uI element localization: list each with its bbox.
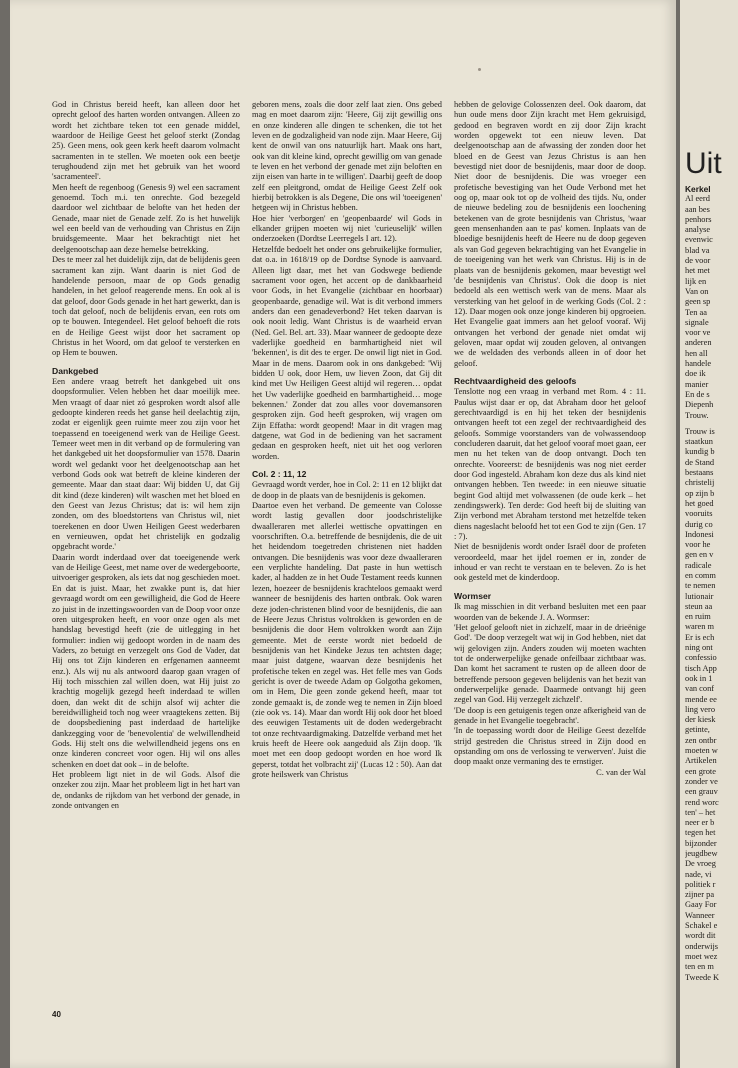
right-page-line: der kiesk xyxy=(685,715,716,725)
right-page-line: bijzonder xyxy=(685,838,717,848)
right-page-line: het met xyxy=(685,266,710,276)
right-page-line: voor he xyxy=(685,540,711,550)
right-page-line: Al eerd xyxy=(685,194,710,204)
right-page-line: geen sp xyxy=(685,297,711,307)
right-page-line: het goed xyxy=(685,498,714,508)
right-page-line: doe ik xyxy=(685,369,706,379)
right-page-line: kundig b xyxy=(685,447,715,457)
section-heading: Rechtvaardigheid des geloofs xyxy=(454,375,577,386)
right-page-line: en ruim xyxy=(685,612,711,622)
right-page-line: moet wez xyxy=(685,951,718,961)
right-page-subheading: Kerkel xyxy=(685,184,711,194)
right-page-line: getinte, xyxy=(685,725,710,735)
article-column-3 xyxy=(454,100,646,778)
right-page-line: zijner pa xyxy=(685,890,715,900)
right-page-line: tegen het xyxy=(685,828,716,838)
right-page-line: lijk en xyxy=(685,276,707,286)
right-page-line: wordt dit xyxy=(685,931,716,941)
page-number: 40 xyxy=(52,1010,61,1019)
right-page-line: ook in 1 xyxy=(685,673,713,683)
right-page-line: anderen xyxy=(685,338,712,348)
right-page-line: christelij xyxy=(685,478,715,488)
paragraph: Men heeft de regenboog (Genesis 9) wel een sacrament genoemd. Toch m.i. ten onrechte. God bezegeld daardoor wel zichtbaar de belofte van het heden der Genade, maar niet de Genade zelf. Zo is het huwelijk wel een beeld van de verhouding van Christus en Zijn bruidsgemeente. Maar het bekrachtigt niet het deelgenootschap aan deze hemelse betrekking. xyxy=(52,182,240,254)
right-page-line: Trouw is xyxy=(685,426,715,436)
paragraph: 'In de toepassing wordt door de Heilige Geest dezelfde strijd gestreden die Christus streed in Zijn dood en opstanding om ons de verlossing te verwerven'. Juist die doop maakt onze vermaning des te ernstiger. xyxy=(454,726,646,767)
right-page-line: evenwic xyxy=(685,235,713,245)
right-page-line: penhors xyxy=(685,214,712,224)
right-page-line: handele xyxy=(685,359,712,369)
section-heading: Wormser xyxy=(454,590,492,601)
right-page-line: aan bes xyxy=(685,204,710,214)
paragraph: Daarin wordt inderdaad over dat toeeigenende werk van de Heilige Geest, met name over de wedergeboorte, uitvoeriger gesproken, als iets dat nog geschieden moet. En dat is juist. Maar, het zwakke punt is, dat hier gevraagd wordt om een gewilligheid, die God de Heere zo juist in de inzettingswoorden van de Doop voor onze oren uitgesproken heeft, en voor onze ogen als met handslag bevestigd heeft (ziе de uitlegging in het formulier: indien wij gedoopt worden in de naam des Vaders, zo betuigt en verzegelt ons God de Vader, dat Hij ons tot Zijn kinderen en erfgenamen aanneemt enz.). Als wij nu als antwoord daarop gaan vragen of Hij toch misschien zal willen doen, wat Hij juist zo krachtig mogelijk gezegd heeft inderdaad te willen doen, dan wekt dit de schijn alsof wij achter die bereidwilligheid toch nog weer vraagtekens zetten. Bij de doopsbediening past inderdaad de hartelijke dankzegging voor de 'benevolentia' de welwillendheid Gods. Hij stelt ons die welwillendheid jegens ons en onze kinderen concreet voor ogen. Hij wil ons alles schenken en doet dat ook – in de belofte. xyxy=(52,552,240,769)
right-page-column xyxy=(685,184,738,983)
right-page-line: durig co xyxy=(685,519,713,529)
right-page-line: tisch App xyxy=(685,663,717,673)
right-page-line: Van on xyxy=(685,286,709,296)
paragraph: God in Christus bereid heeft, kan alleen door het oprecht geloof des harten worden ontvangen. Alleen zo wordt het zichtbare teken tot een genade middel, waardoor de Heilige Geest het geloof sterkt (Zondag 25). Geen mens, ook geen kerk heeft daarom volmacht sacramenten in te stellen. We moeten ook een beetje terughoudend zijn met het gebruik van het woord 'sacramenteel'. xyxy=(52,100,240,182)
right-page-line: politiek r xyxy=(685,879,716,889)
right-page-line: van conf xyxy=(685,684,715,694)
right-page-line: analyse xyxy=(685,225,711,235)
article-column-1 xyxy=(52,100,240,811)
right-page-line: Schakel e xyxy=(685,921,718,931)
right-page-line: staatkun xyxy=(685,437,713,447)
paragraph: Gevraagd wordt verder, hoe in Col. 2: 11 en 12 blijkt dat de doop in de plaats van de besnijdenis is gekomen. xyxy=(252,480,442,500)
right-page-heading: Uit xyxy=(685,147,722,180)
right-page-line: ten en m xyxy=(685,962,714,972)
magazine-page-right xyxy=(680,0,738,1068)
right-page-line: Wanneer xyxy=(685,910,715,920)
right-page-line: waren m xyxy=(685,622,715,632)
right-page-line: blad va xyxy=(685,245,710,255)
right-page-line: lutionair xyxy=(685,591,714,601)
paragraph: Hoe hier 'verborgen' en 'geopenbaarde' wil Gods in elkander grijpen moeten wij niet 'curieuselijk' willen onderzoeken (Dordtse Leerregels I art. 12). xyxy=(252,213,442,244)
article-column-2 xyxy=(252,100,442,780)
right-page-line: de Stand xyxy=(685,457,715,467)
right-page-line: confessio xyxy=(685,653,717,663)
right-page-line: de voor xyxy=(685,256,711,266)
paragraph: Tenslotte nog een vraag in verband met Rom. 4 : 11. Paulus wijst daar er op, dat Abraham door het geloof gerechtvaardigd is en hij het teken der besnijdenis ontvangen heeft tot een zegel der rechtvaardigheid des geloofs. Sommige voorstanders van de volwassendoop concluderen daaruit, dat het geloof vooraf moet gaan, eer men nu het teken van de doop ontvangt. Doch ten onrechte. Vooreerst: de besnijdenis was nog niet eerder door God ingesteld. Abraham kon deze dus als kind niet ontvangen hebben. Ten tweede: in een nieuwe situatie begint God altijd met volwassenen (de oude kerk – het zendingswerk). Ten derde: God heeft bij de sluiting van Zijn verbond met Abraham terstond met hetzelfde teken diens nageslacht beloofd het tot een God te zijn (Gen. 17 : 7). xyxy=(454,387,646,542)
right-page-line: moeten w xyxy=(685,746,718,756)
right-page-line: Artikelen xyxy=(685,756,717,766)
right-page-line: een grauv xyxy=(685,787,718,797)
right-page-line: ten' – het xyxy=(685,807,716,817)
paragraph: Een andere vraag betreft het dankgebed uit ons doopsformulier. Velen hebben het daar moeilijk mee. Men vraagt of daar niet zó gesproken wordt alsof alle gedoopte kinderen reeds het ganse heil deelachtig zijn, zodat er eigenlijk geen ruimte meer zou zijn voor het toepassend en toeeigenend werk van de Heilige Geest. Temeer weet men in dit verband op de formulering van het dankgebed uit het doopsformulier van 1578. Daarin wordt wel gedankt voor het deelgenootschap aan het verbond Gods ook wat betreft de kleine kinderen der gemeente. Maar dan staat daar: Wij bidden U, dat Gij dit kind (deze kinderen) wilt waschen met het bloed en den Geest van Jezus Christus; dat is: wil hem zijn zonden, om des bloedstortens van Christus wil, niet toerekenen en door Uwen Heiligen Geest wederbaren en vernieuwen, opdat het christelijk en godzalig opgebracht worde.' xyxy=(52,376,240,552)
magazine-page-left xyxy=(10,0,676,1068)
right-page-line: een grote xyxy=(685,766,716,776)
paragraph: Niet de besnijdenis wordt onder Israël door de profeten veroordeeld, maar het ijdel roemen er in, zonder de inhoud er van recht te verstaan en te beleven. Zo is het ook gesteld met de kinderdoop. xyxy=(454,542,646,583)
right-page-line: gen en v xyxy=(685,550,714,560)
paragraph: Hetzelfde bedoelt het onder ons gebruikelijke formulier, dat o.a. in 1618/19 op de Dordtse Synode is aanvaard. Alleen ligt daar, met het van Godswege bediende sacrament voor ogen, het accent op de dankbaarheid voor Gods, in het Evangelie (zichtbaar en hoorbaar) geopenbaarde, genadige wil. Wat is dit verbond immers anders dan een genadeverbond? Het teken daarvan is ook nooit ledig. Want Christus is de waarheid ervan (Ned. Gel. Bel. art. 33). Maar wanneer de gedoopte deze vaderlijke goedheid en barmhartigheid niet wil 'bekennen', is dit des te erger. De onwil ligt niet in God. Maar in de mens. Daarom ook in ons dankgebed: 'Wij bidden U ook, door Hem, uw lieven Zoon, dat Gij dit kind met Uw Heiligen Geest altijd wil regeren… opdat het Uw vaderlijke goedheid en barmhartigheid… moge bekennen.' Zonder dat zou alles voor dovemansoren gesproken zijn. God heeft gesproken, wij vragen om Zijn Effatha: wordt geopend! Maar in dit vragen mag datgene, wat God in de bediening van het sacrament gedaan en gesproken heeft, niet uit het oog verloren worden. xyxy=(252,244,442,461)
right-page-line: Gaay For xyxy=(685,900,717,910)
right-page-line: en comm xyxy=(685,570,716,580)
right-page-line: rend worc xyxy=(685,797,719,807)
paragraph: Het probleem ligt niet in de wil Gods. Alsof die onzeker zou zijn. Maar het probleem ligt in het hart van de, ondanks de rijkdom van het verbond der genade, in zonde ontvangen en xyxy=(52,770,240,811)
right-page-line: onderwijs xyxy=(685,941,719,951)
paragraph: 'De doop is een getuigenis tegen onze afkerigheid van de genade in het Evangelie toegebracht'. xyxy=(454,705,646,725)
right-page-line: Trouw. xyxy=(685,410,709,420)
right-page-line: manier xyxy=(685,379,709,389)
section-heading: Dankgebed xyxy=(52,365,99,376)
paragraph: 'Het geloof gelooft niet in zichzelf, maar in de drieënige God'. 'De doop verzegelt wat wij in God hebben, niet dat wij gelovigen zijn. Anders zouden wij moeten wachten tot de onderwerpelijke genade onfeilbaar zichtbaar was. Dan komt het sacrament te rusten op de alleen door de betreffende persoon gegeven belijdenis van het bezit van onderwerpelijke genade. Daarmede ontvangt hij geen zegel van God. Hij verzegelt zichzelf'. xyxy=(454,622,646,705)
right-page-line: zen ontbr xyxy=(685,735,717,745)
right-page-line: radicale xyxy=(685,560,712,570)
staple-hole xyxy=(478,68,481,71)
right-page-line: Tweede K xyxy=(685,972,720,982)
right-page-line: signale xyxy=(685,317,709,327)
right-page-line: ning ont xyxy=(685,643,713,653)
right-page-line: zonder ve xyxy=(685,776,718,786)
right-page-line: hen all xyxy=(685,348,708,358)
right-page-line: te nemen xyxy=(685,581,716,591)
author-signature: C. van der Wal xyxy=(596,767,646,777)
paragraph: geboren mens, zoals die door zelf laat zien. Ons gebed mag en moet daarom zijn: 'Heere, Gij zijt gewillig ons en onze kinderen alle dingen te schenken, die tot het leven en de godzaligheid van node zijn. Maar Heere, Gij kent de onwil van ons natuurlijk hart. Maak ons hart, ook van dit kleine kind, oprecht gewillig om van genade te leven en het verbond der genade met zijn beloften en zijn eisen van harte in te willigen'. Daarbij geeft de doop zelf een pleitgrond, omdat de Heilige Geest Zelf ook hierbij betrokken is als Degene, Die ons wil 'toeeigenen' hetgeen wij in Christus hebben. xyxy=(252,100,442,213)
right-page-line: Ten aa xyxy=(685,307,707,317)
right-page-line: Indonesi xyxy=(685,529,714,539)
paragraph: hebben de gelovige Colossenzen deel. Ook daarom, dat hun oude mens door Zijn kracht met Hem gekruisigd, gedood en begraven wordt en zij door Zijn kracht worden opgewekt tot een nieuw leven. Dat deelgenootschap aan de afwassing der zonden door het bloed en de Geest van Jezus Christus is aan hen bevestigd niet door de besnijdenis, maar door de doop. Niet door de besnijdenis. Die was vroeger een profetische bevestiging van het Oude Verbond met het oog op, maar ook tot op de volheid des tijds. Nu, onder de nieuwe bedeling zou de besnijdenis een loochening betekenen van de grote besnijdenis van Christus, 'waar geen mensenhanden aan te pas' komen. Inplaats van de bloedige besnijdenis heeft de Heere nu de doop gegeven als van God gegeven bekrachtiging van het Evangelie in de toeeigening van het werk van Christus. Hij is in de plaats van de besnijdenis gekomen, maar bevestigt wel 'de besnijdenis van Christus'. Ook die doop is niet bedoeld als een wettisch werk van de mens. Maar als versterking van het geloof in de werking Gods (Col. 2 : 12). Daar mogen ook onze jonge kinderen bij opgroeien. Het Evangelie gaat immers aan het geloof vooraf. Wij ontvangen het verbond der genade niet omdat wij geloven, maar opdat wij zouden geloven, al ontvangen we de weldaden des verbonds alleen in of door het geloof. xyxy=(454,100,646,368)
right-page-line: bestaans xyxy=(685,468,714,478)
right-page-line: Er is ech xyxy=(685,632,715,642)
paragraph: Ik mag misschien in dit verband besluiten met een paar woorden van de bekende J. A. Wormser: xyxy=(454,602,646,622)
right-page-line: Diepenh xyxy=(685,400,714,410)
right-page-line: op zijn b xyxy=(685,488,715,498)
right-page-line: mende ee xyxy=(685,694,717,704)
paragraph: Des te meer zal het duidelijk zijn, dat de belijdenis geen sacrament kan zijn. Want daarin is niet God de handelende persoon, maar de op Gods genadig handelen, in het geloof reagerende mens. En ook al is dat geloof, door Gods genade in het hart gewerkt, dan is toch dat geloof, noch de belijdenis ervan, een rots om op te bouwen. Integendeel. Het geloof behoeft die rots en de Heilige Geest wijst door het sacrament op Christus in het Woord, om dat geloof te versterken en op Hem te bouwen. xyxy=(52,255,240,358)
right-page-line: nade, vi xyxy=(685,869,712,879)
right-page-line: neer er b xyxy=(685,818,715,828)
section-heading: Col. 2 : 11, 12 xyxy=(252,469,307,480)
right-page-line: ling vero xyxy=(685,704,716,714)
right-page-line: jeugdbew xyxy=(685,849,718,858)
paragraph: Daartoe even het verband. De gemeente van Colosse wordt lastig gevallen door joodschristelijke dwaalleraren met allerlei wettische opvattingen en voorschriften. O.a. betreffende de besnijdenis, die de uit het heidendom toegetreden christenen niet hadden ontvangen. Die besnijdenis was voor deze dwaalleraren een verplichte handeling. Dat paste in hun wettisch kader, al hadden ze in het Oude Testament reeds kunnen lezen, hoezeer de besnijdenis krachteloos gemaakt werd wanneer de besnijdenis des harten ontbrak. Ook waren deze joden-christenen blind voor de besnijdenis, die aan de Heere Jezus Christus voltrokken is geworden en de besnijdenis die door Hem voltrokken wordt aan Zijn gemeente. Met de eerste wordt niet bedoeld de besnijdenis van het Kindeke Jezus ten achtsten dage; maar juist datgene, waarvan deze besnijdenis het profetische teken en zegel was. Het felle mes van Gods gericht is over de tweede Adam op Golgotha gekomen, om in Hem, Die geen zonde gekend heeft, maar tot zonde gemaakt is, de zonde weg te nemen in Zijn bloed (zie ook vs. 14). Maar dan wordt Hij ook door het bloed des eeuwigen Testaments uit de doden wedergebracht tot onze rechtvaardigmaking. Datzelfde verband met het kruis heeft de Heere ook aangeduid als Zijn doop. 'Ik moet met een doop gedoopt worden en hoe word Ik geperst, totdat het volbracht zij' (Lucas 12 : 50). Aan dat grote heilswerk van Christus xyxy=(252,501,442,779)
right-page-line: vooruits xyxy=(685,509,713,519)
right-page-line: steun aa xyxy=(685,601,713,611)
right-page-line: voor ve xyxy=(685,328,711,338)
right-page-line: En de s xyxy=(685,389,710,399)
right-page-line: De vroeg xyxy=(685,859,716,869)
